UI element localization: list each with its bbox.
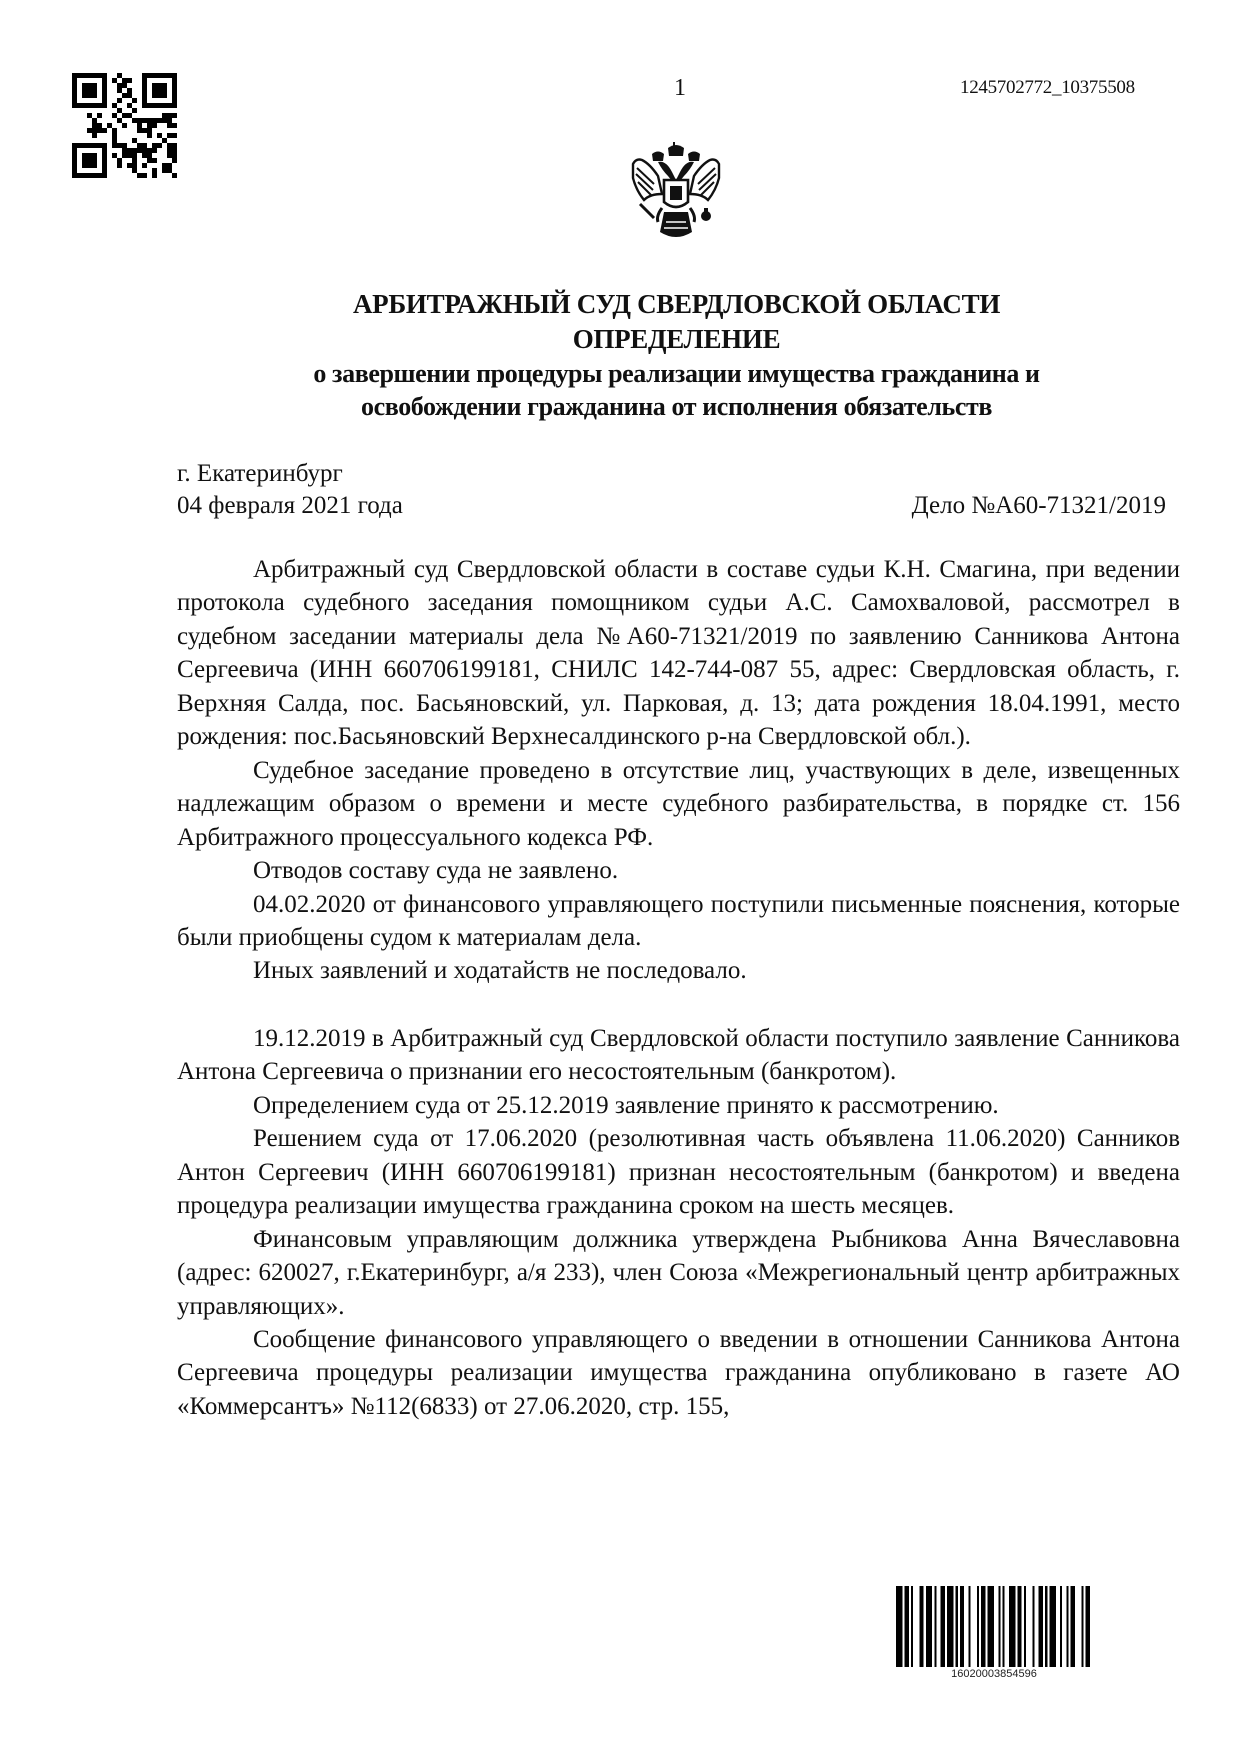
- document-id: 1245702772_10375508: [960, 77, 1135, 98]
- paragraph-application-accepted: Определением суда от 25.12.2019 заявление принято к рассмотрению.: [253, 1091, 999, 1119]
- document-subject-line-1: о завершении процедуры реализации имущества гражданина и: [313, 359, 1040, 388]
- court-name-heading: АРБИТРАЖНЫЙ СУД СВЕРДЛОВСКОЙ ОБЛАСТИ: [352, 289, 1001, 319]
- paragraph-bankruptcy-decision: Решением суда от 17.06.2020 (резолютивная часть объявлена 11.06.2020) Санников Антон Сергеевич (ИНН 660706199181) признан несостоятельным (банкротом) и введена процедура реализации имущества гражданина сроком на шесть месяцев.: [177, 1125, 1180, 1220]
- russian-coat-of-arms-icon: [628, 142, 724, 244]
- document-date: 04 февраля 2021 года: [177, 492, 403, 519]
- paragraph-court-composition: Арбитражный суд Свердловской области в составе судьи К.Н. Смагина, при ведении протокола судебного заседания помощником судьи А.С. Самохваловой, рассмотрел в судебном заседании материалы дела №А60-71321/2019 по заявлению Санникова Антона Сергеевича (ИНН 660706199181, СНИЛС 142-744-087 55, адрес: Свердловская область, г. Верхняя Салда, пос. Басьяновский, ул. Парковая, д. 13; дата рождения 18.04.1991, место рождения: пос.Басьяновский Верхнесалдинского р-на Свердловской обл.).: [177, 556, 1180, 751]
- paragraph-financial-manager: Финансовым управляющим должника утверждена Рыбникова Анна Вячеславовна (адрес: 620027, г.Екатеринбург, а/я 233), член Союза «Межрегиональный центр арбитражных управляющих».: [177, 1225, 1180, 1320]
- paragraph-spacer: [177, 988, 1180, 1022]
- document-subject-line-2: освобождении гражданина от исполнения обязательств: [360, 392, 993, 421]
- page-number: 1: [674, 75, 686, 101]
- city: г. Екатеринбург: [177, 460, 343, 487]
- paragraph-hearing-absence: Судебное заседание проведено в отсутствие лиц, участвующих в деле, извещенных надлежащим образом о времени и месте судебного разбирательства, в порядке ст. 156 Арбитражного процессуального кодекса РФ.: [177, 756, 1180, 851]
- paragraph-publication: Сообщение финансового управляющего о введении в отношении Санникова Антона Сергеевича процедуры реализации имущества гражданина опубликовано в газете АО «Коммерсантъ» №112(6833) от 27.06.2020, стр. 155,: [177, 1325, 1180, 1420]
- paragraph-no-motions: Иных заявлений и ходатайств не последовало.: [253, 957, 747, 985]
- document-type-heading: ОПРЕДЕЛЕНИЕ: [572, 324, 781, 354]
- paragraph-application-received: 19.12.2019 в Арбитражный суд Свердловской области поступило заявление Санникова Антона Сергеевича о признании его несостоятельным (банкротом).: [177, 1024, 1180, 1086]
- barcode-number: 16020003854596: [951, 1668, 1037, 1680]
- paragraph-no-challenges: Отводов составу суда не заявлено.: [253, 857, 619, 885]
- document-body: [177, 553, 1180, 1423]
- paragraph-written-explanations: 04.02.2020 от финансового управляющего поступили письменные пояснения, которые были приобщены судом к материалам дела.: [177, 890, 1180, 951]
- case-number: Дело №А60-71321/2019: [911, 492, 1166, 519]
- barcode-icon: [896, 1586, 1092, 1667]
- qr-code-icon: [72, 73, 177, 178]
